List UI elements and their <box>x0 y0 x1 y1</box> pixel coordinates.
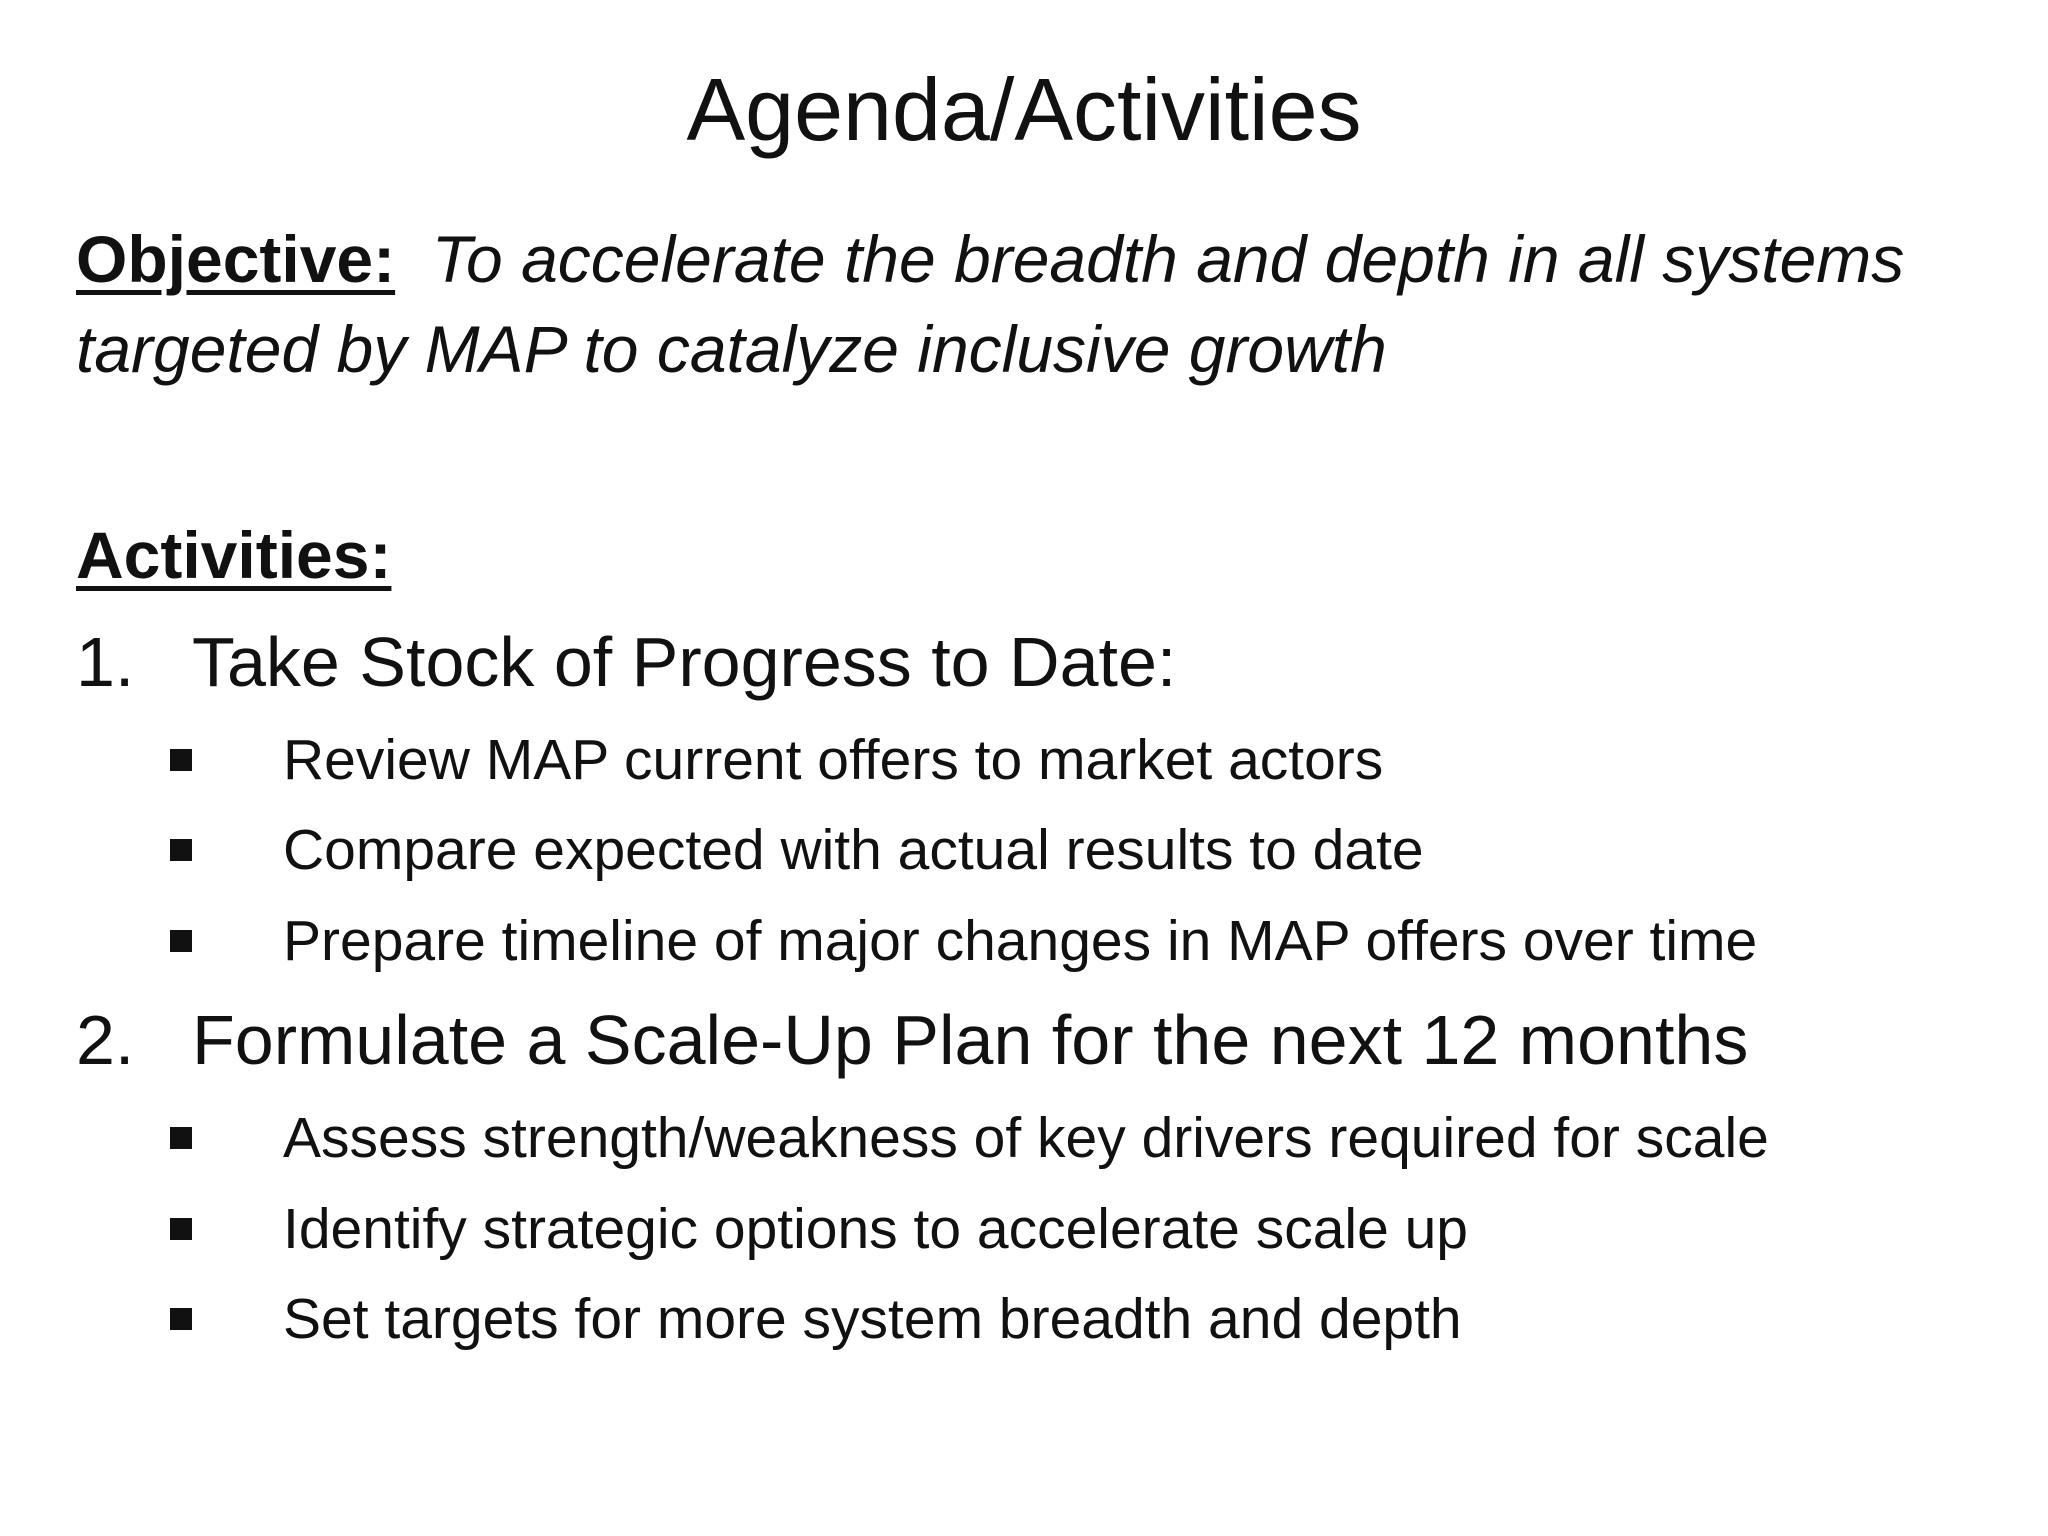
square-bullet-icon <box>170 1127 192 1149</box>
activity-item <box>0 990 2048 1090</box>
activity-number: 1. <box>76 623 135 701</box>
objective-label: Objective: <box>76 222 396 296</box>
bullet-item <box>0 1186 2048 1272</box>
slide-title: Agenda/Activities <box>686 60 1362 159</box>
bullet-text: Compare expected with actual results to date <box>283 818 1424 882</box>
bullet-item <box>0 1095 2048 1181</box>
square-bullet-icon <box>170 1308 192 1330</box>
activities-heading: Activities: <box>76 518 392 592</box>
objective-block <box>76 214 1976 394</box>
square-bullet-icon <box>170 1218 192 1240</box>
square-bullet-icon <box>170 749 192 771</box>
bullet-item <box>0 807 2048 893</box>
bullet-item <box>0 717 2048 803</box>
activity-item <box>0 612 2048 712</box>
activity-number: 2. <box>76 1001 135 1079</box>
bullet-text: Prepare timeline of major changes in MAP offers over time <box>283 909 1758 973</box>
bullet-item <box>0 898 2048 984</box>
bullet-text: Assess strength/weakness of key drivers required for scale <box>283 1106 1769 1170</box>
bullet-text: Review MAP current offers to market actors <box>283 728 1384 792</box>
bullet-text: Identify strategic options to accelerate scale up <box>283 1197 1469 1261</box>
bullet-text: Set targets for more system breadth and depth <box>283 1287 1462 1351</box>
activity-label: Formulate a Scale-Up Plan for the next 12 months <box>192 1001 1749 1079</box>
objective-text: To accelerate the breadth and depth in all systems targeted by MAP to catalyze inclusive growth <box>76 222 1905 386</box>
bullet-item <box>0 1276 2048 1362</box>
square-bullet-icon <box>170 930 192 952</box>
square-bullet-icon <box>170 839 192 861</box>
activity-label: Take Stock of Progress to Date: <box>192 623 1177 701</box>
